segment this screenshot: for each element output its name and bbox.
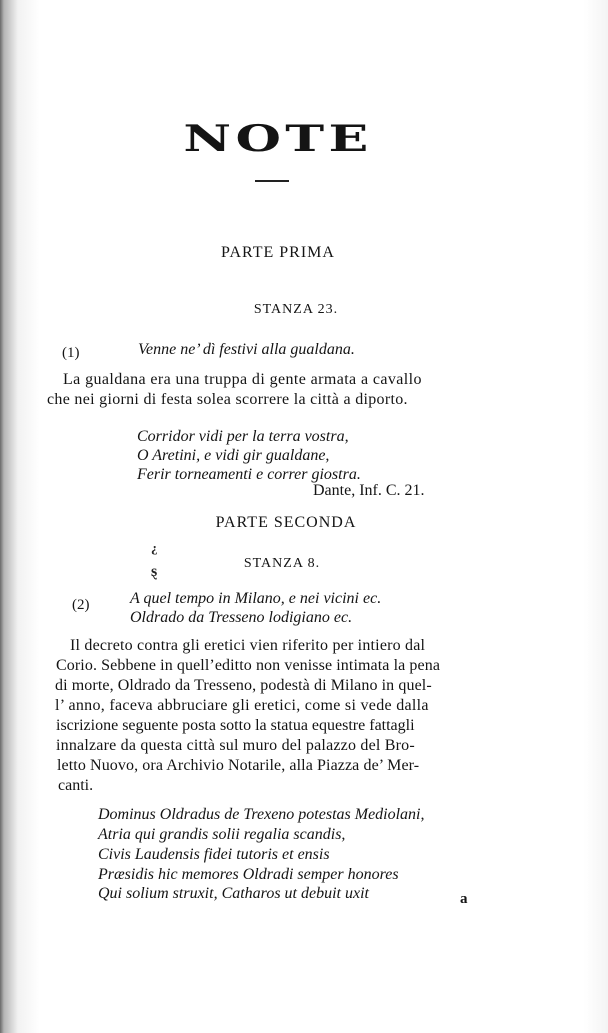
note-2-text-line-6: innalzare da questa città sul muro del palazzo del Bro- <box>56 737 415 754</box>
note-number-2: (2) <box>72 597 90 613</box>
signature-mark: a <box>460 891 468 907</box>
note-1-verse-3: Ferir torneamenti e correr giostra. <box>137 466 361 483</box>
note-1-text-line-2: che nei giorni di festa solea scorrere la città a diporto. <box>47 391 408 408</box>
heading-rule <box>255 180 289 182</box>
page-heading: NOTE <box>183 118 373 160</box>
inscription-line-5: Qui solium struxit, Catharos ut debuit uxit <box>98 885 369 902</box>
note-2-text-line-5: iscrizione seguente posta sotto la statua equestre fattagli <box>56 717 415 734</box>
note-2-text-line-1: Il decreto contra gli eretici vien riferito per intiero dal <box>70 637 426 654</box>
note-2-quote-line-2: Oldrado da Tresseno lodigiano ec. <box>130 609 353 626</box>
note-2-text-line-4: l’ anno, faceva abbruciare gli eretici, come si vede dalla <box>55 697 429 714</box>
note-2-text-line-2: Corio. Sebbene in quell’editto non venisse intimata la pena <box>56 657 441 674</box>
note-2-quote-line-1: A quel tempo in Milano, e nei vicini ec. <box>130 590 382 607</box>
note-2-text-line-7: letto Nuovo, ora Archivio Notarile, alla Piazza de’ Mer- <box>57 757 420 774</box>
part-two-title: PARTE SECONDA <box>215 514 357 531</box>
inscription-line-4: Præsidis hic memores Oldradi semper honores <box>98 866 399 883</box>
note-1-quote: Venne ne’ dì festivi alla gualdana. <box>138 341 355 358</box>
part-one-title: PARTE PRIMA <box>221 244 335 261</box>
printer-mark: ȿ <box>151 563 158 580</box>
inscription-line-2: Atria qui grandis solii regalia scandis, <box>98 826 346 843</box>
printer-mark: ¿ <box>151 540 158 555</box>
part-two-stanza: STANZA 8. <box>243 556 321 571</box>
note-1-verse-1: Corridor vidi per la terra vostra, <box>137 428 349 445</box>
note-1-verse-2: O Aretini, e vidi gir gualdane, <box>137 447 330 464</box>
note-1-text-line-1: La gualdana era una truppa di gente armata a cavallo <box>63 371 422 388</box>
note-2-text-line-8: canti. <box>58 777 94 794</box>
note-number-1: (1) <box>62 345 80 361</box>
inscription-line-1: Dominus Oldradus de Trexeno potestas Mediolani, <box>98 806 425 823</box>
inscription-line-3: Civis Laudensis fidei tutoris et ensis <box>98 846 330 863</box>
note-2-text-line-3: di morte, Oldrado da Tresseno, podestà di Milano in quel- <box>55 677 432 694</box>
note-1-citation: Dante, Inf. C. 21. <box>313 482 425 499</box>
part-one-stanza: STANZA 23. <box>253 302 339 317</box>
